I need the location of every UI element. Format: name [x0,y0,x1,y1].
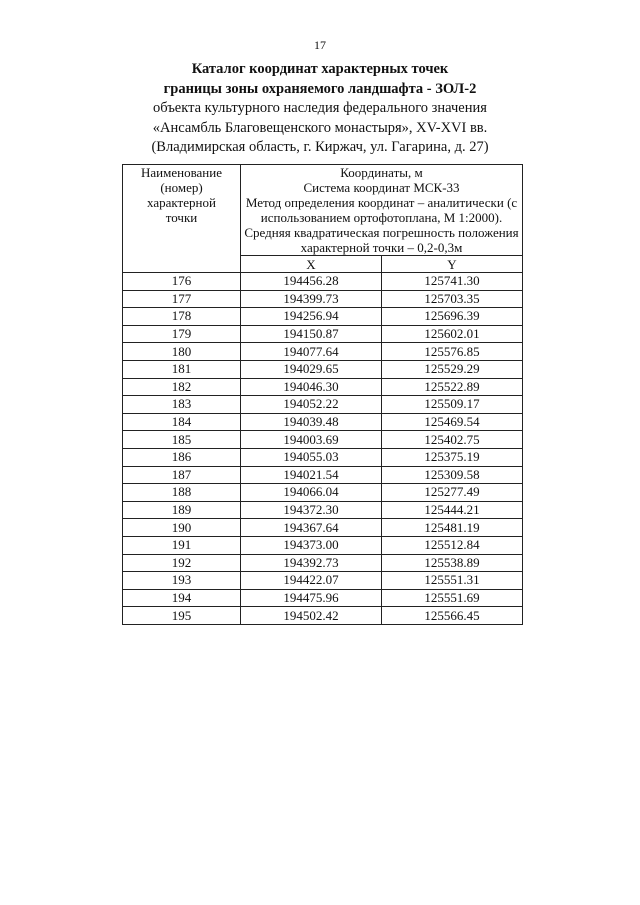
point-number-cell: 180 [123,343,241,361]
table-row [123,343,523,361]
header-coord-line: характерной точки – 0,2-0,3м [300,240,463,255]
point-number-cell: 179 [123,325,241,343]
x-coordinate-cell: 194367.64 [241,519,382,537]
y-coordinate-cell: 125566.45 [382,607,523,625]
title-line-5: (Владимирская область, г. Киржач, ул. Гагарина, д. 27) [151,139,489,155]
x-coordinate-cell: 194150.87 [241,325,382,343]
table-row [123,360,523,378]
y-coordinate-cell: 125696.39 [382,308,523,326]
header-coordinates [241,165,523,256]
table-row [123,448,523,466]
x-coordinate-cell: 194052.22 [241,396,382,414]
point-number-cell: 194 [123,589,241,607]
table-header-row [123,165,523,256]
y-coordinate-cell: 125551.69 [382,589,523,607]
x-coordinate-cell: 194373.00 [241,536,382,554]
table-row [123,290,523,308]
point-number-cell: 190 [123,519,241,537]
point-number-cell: 192 [123,554,241,572]
y-coordinate-cell: 125703.35 [382,290,523,308]
header-coord-line: Метод определения координат – аналитически (с [245,195,518,210]
y-coordinate-cell: 125522.89 [382,378,523,396]
point-number-cell: 185 [123,431,241,449]
y-coordinate-cell: 125444.21 [382,501,523,519]
point-number-cell: 191 [123,536,241,554]
coordinates-table [122,164,523,625]
x-coordinate-cell: 194077.64 [241,343,382,361]
page-number: 17 [314,38,326,52]
table-row [123,413,523,431]
y-coordinate-cell: 125469.54 [382,413,523,431]
point-number-cell: 187 [123,466,241,484]
y-coordinate-cell: 125551.31 [382,572,523,590]
y-coordinate-cell: 125309.58 [382,466,523,484]
title-line-4: «Ансамбль Благовещенского монастыря», XV-XVI вв. [152,119,488,136]
x-coordinate-cell: 194502.42 [241,607,382,625]
point-number-cell: 193 [123,572,241,590]
x-coordinate-cell: 194392.73 [241,554,382,572]
point-number-cell: 177 [123,290,241,308]
header-point-name [123,165,241,273]
x-coordinate-cell: 194003.69 [241,431,382,449]
y-coordinate-cell: 125602.01 [382,325,523,343]
table-row [123,554,523,572]
y-coordinate-cell: 125375.19 [382,448,523,466]
header-coord-line: Система координат МСК-33 [303,180,460,195]
point-number-cell: 183 [123,396,241,414]
point-number-cell: 188 [123,484,241,502]
x-coordinate-cell: 194046.30 [241,378,382,396]
table-row [123,484,523,502]
x-coordinate-cell: 194456.28 [241,273,382,291]
table-row [123,308,523,326]
x-coordinate-cell: 194055.03 [241,448,382,466]
header-coord-line: использованием ортофотоплана, М 1:2000). [260,210,503,225]
y-coordinate-cell: 125481.19 [382,519,523,537]
table-row [123,466,523,484]
header-y: Y [382,256,523,273]
header-x: X [241,256,382,273]
x-coordinate-cell: 194372.30 [241,501,382,519]
table-row [123,572,523,590]
x-coordinate-cell: 194039.48 [241,413,382,431]
y-coordinate-cell: 125277.49 [382,484,523,502]
table-row [123,501,523,519]
point-number-cell: 178 [123,308,241,326]
table-row [123,589,523,607]
table-row [123,325,523,343]
y-coordinate-cell: 125741.30 [382,273,523,291]
table-row [123,519,523,537]
header-name-line: характерной [147,195,216,210]
point-number-cell: 176 [123,273,241,291]
y-coordinate-cell: 125576.85 [382,343,523,361]
table-row [123,607,523,625]
x-coordinate-cell: 194475.96 [241,589,382,607]
y-coordinate-cell: 125529.29 [382,360,523,378]
x-coordinate-cell: 194399.73 [241,290,382,308]
header-name-line: Наименование [141,165,222,180]
point-number-cell: 189 [123,501,241,519]
y-coordinate-cell: 125512.84 [382,536,523,554]
y-coordinate-cell: 125509.17 [382,396,523,414]
table-row [123,273,523,291]
x-coordinate-cell: 194066.04 [241,484,382,502]
point-number-cell: 181 [123,360,241,378]
point-number-cell: 182 [123,378,241,396]
x-coordinate-cell: 194021.54 [241,466,382,484]
table-row [123,396,523,414]
point-number-cell: 186 [123,448,241,466]
y-coordinate-cell: 125402.75 [382,431,523,449]
table-row [123,536,523,554]
header-coord-line: Координаты, м [340,165,423,180]
x-coordinate-cell: 194256.94 [241,308,382,326]
title-line-2: границы зоны охраняемого ландшафта - ЗОЛ-2 [163,80,477,97]
point-number-cell: 195 [123,607,241,625]
x-coordinate-cell: 194029.65 [241,360,382,378]
y-coordinate-cell: 125538.89 [382,554,523,572]
x-coordinate-cell: 194422.07 [241,572,382,590]
header-coord-line: Средняя квадратическая погрешность положения [244,225,519,240]
title-line-3: объекта культурного наследия федерального значения [153,100,487,116]
header-name-line: (номер) [160,180,203,195]
document-title [60,60,580,158]
point-number-cell: 184 [123,413,241,431]
header-name-line: точки [165,210,198,225]
title-line-1: Каталог координат характерных точек [191,61,449,77]
table-row [123,378,523,396]
table-row [123,431,523,449]
